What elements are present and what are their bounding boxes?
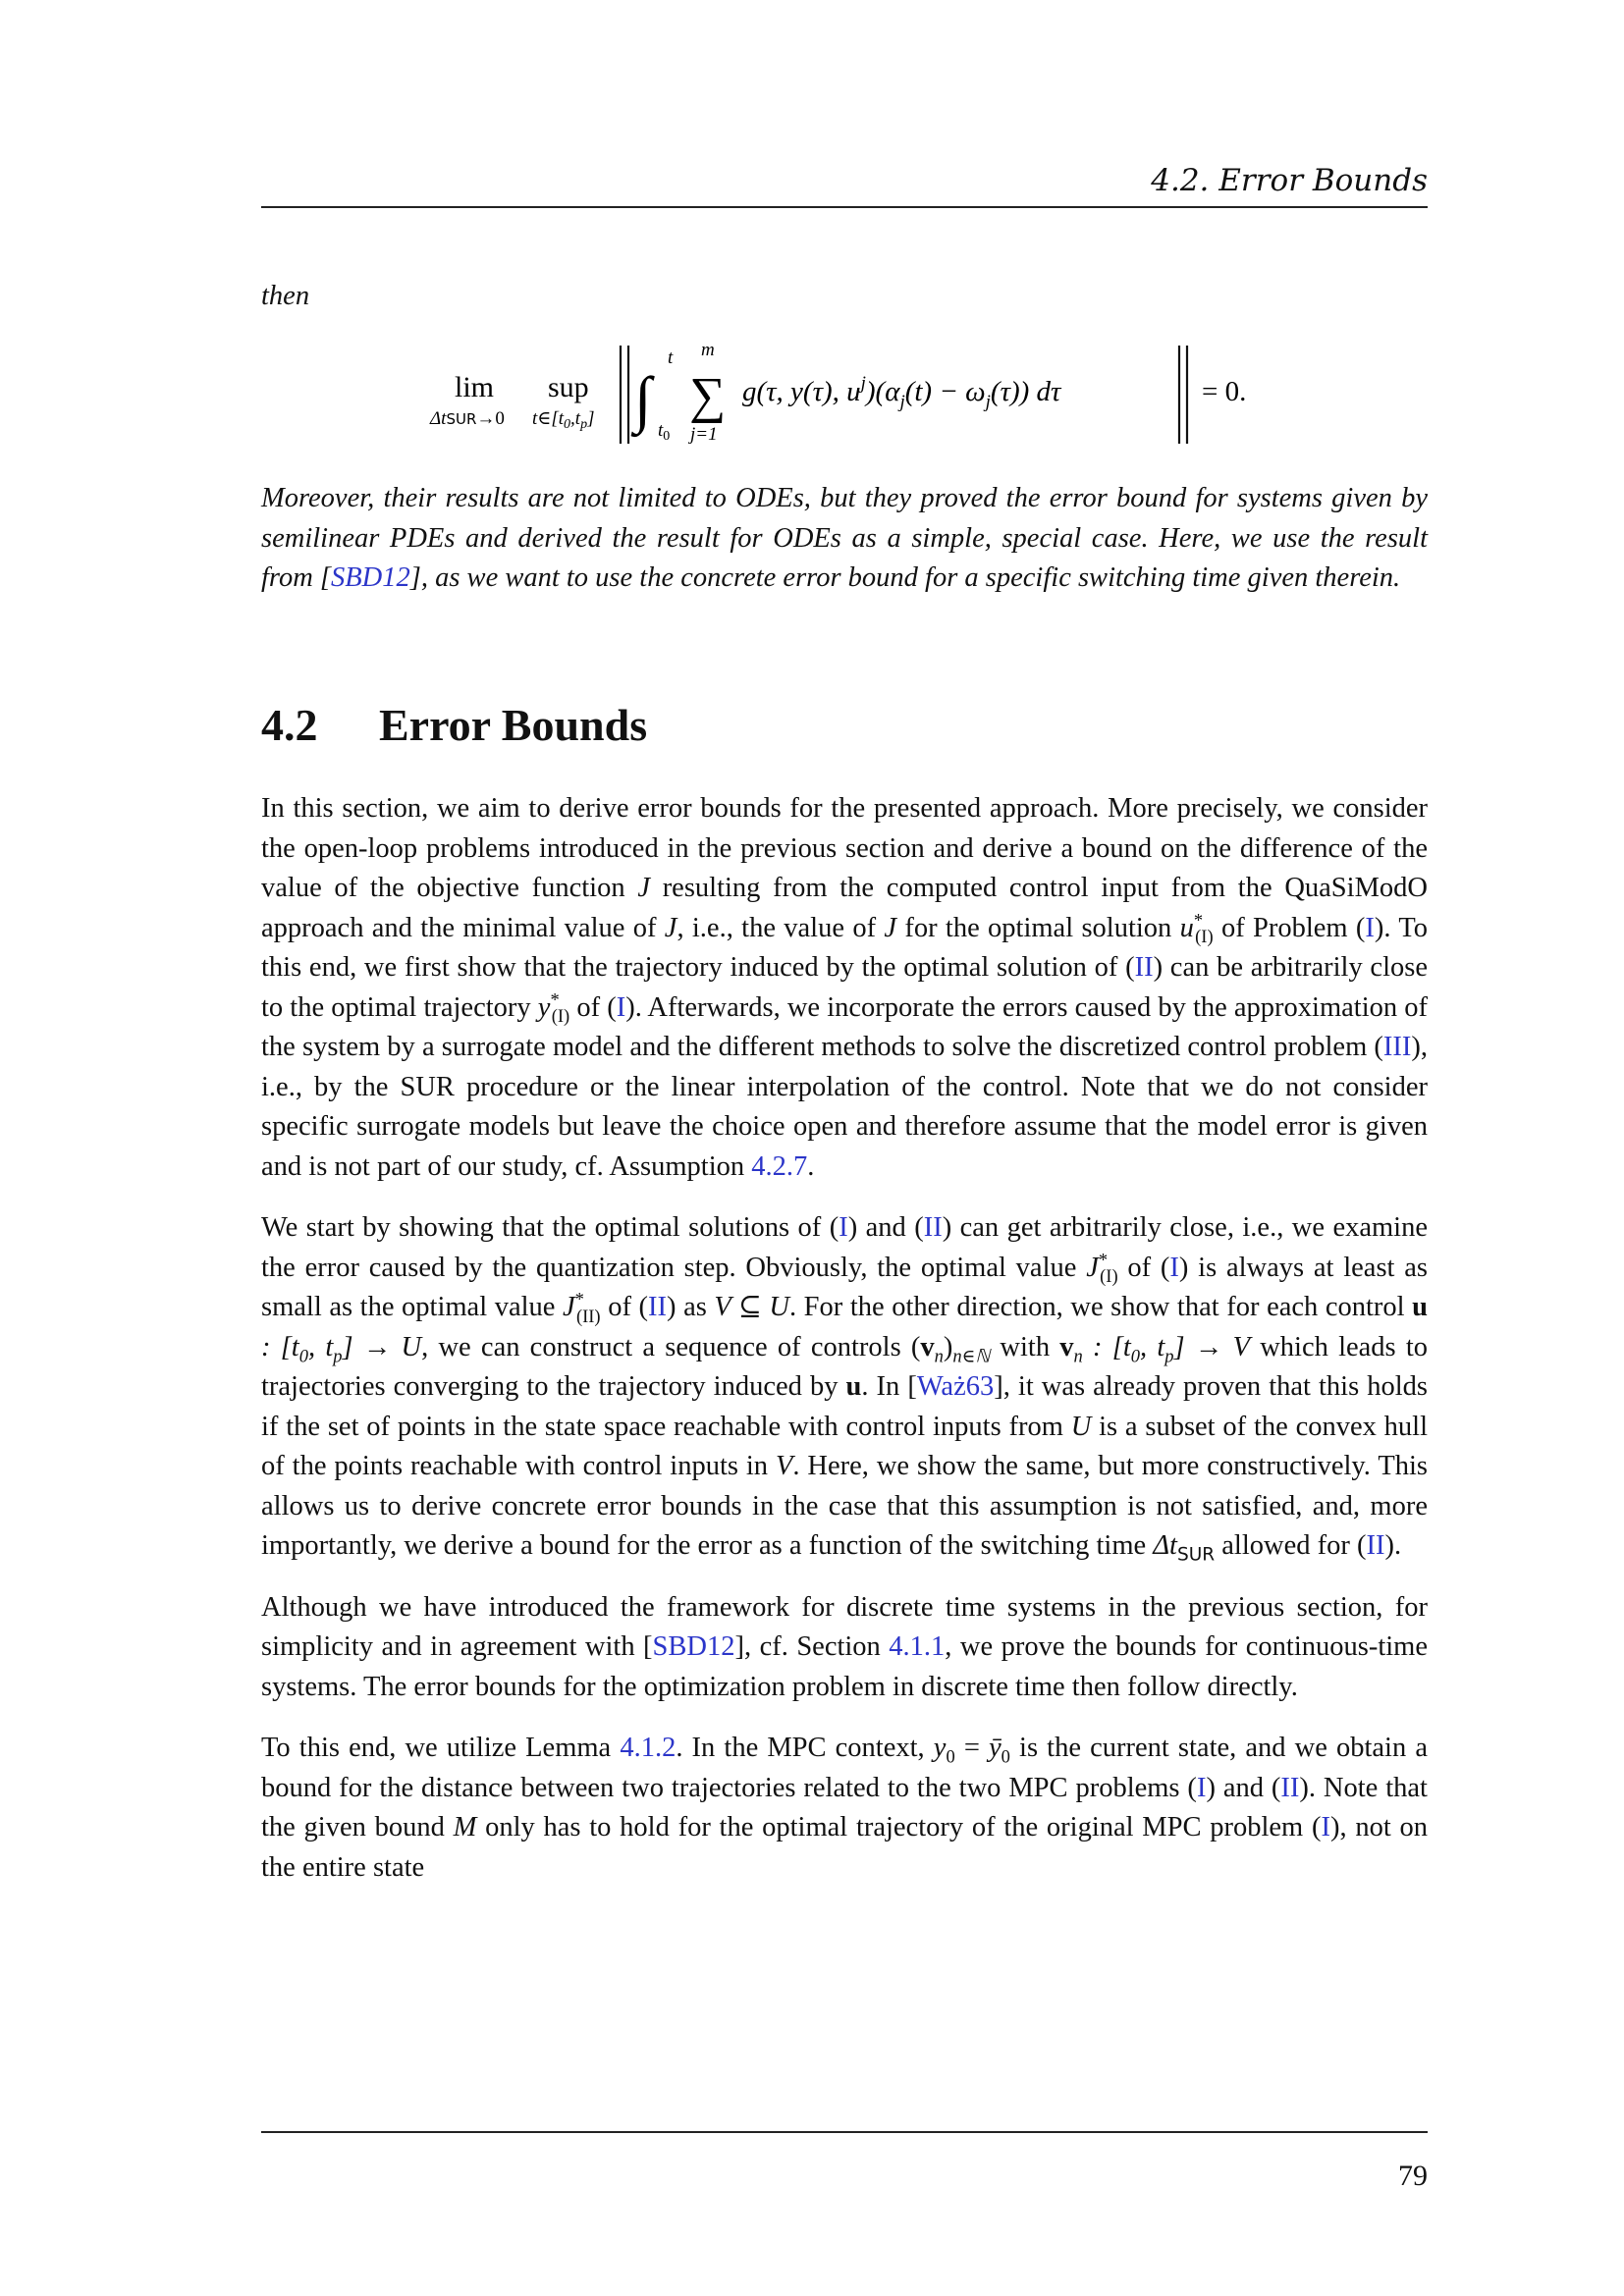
ref-lemma-412[interactable]: 4.1.2 — [620, 1733, 677, 1763]
intro-line — [261, 277, 1428, 339]
eq-sum-upper: m — [701, 340, 715, 360]
page-number: 79 — [1398, 2160, 1428, 2192]
ref-problem-II[interactable]: II — [923, 1212, 943, 1243]
ref-problem-II[interactable]: II — [1134, 952, 1154, 983]
section-body — [261, 789, 1428, 1909]
ref-problem-II[interactable]: II — [648, 1292, 667, 1322]
running-head: 4.2. Error Bounds — [1151, 163, 1428, 198]
moreover-block — [261, 479, 1428, 620]
ref-problem-II[interactable]: II — [1366, 1530, 1385, 1561]
eq-sum-lower: j=1 — [690, 424, 718, 445]
ref-problem-I[interactable]: I — [1196, 1772, 1207, 1803]
ref-problem-I[interactable]: I — [1321, 1812, 1330, 1842]
section-title: Error Bounds — [379, 700, 648, 750]
ref-problem-I[interactable]: I — [1169, 1252, 1179, 1283]
footer-rule — [261, 2131, 1428, 2133]
cite-waz63[interactable]: Waż63 — [916, 1371, 995, 1402]
ref-section-411[interactable]: 4.1.1 — [889, 1631, 946, 1662]
eq-sup: sup — [548, 371, 589, 403]
ref-assumption-427[interactable]: 4.2.7 — [751, 1150, 808, 1182]
moreover-paragraph: Moreover, their results are not limited to ODEs, but they proved the error bound for systems given by semilinear PDEs and derived the result for ODEs as a simple, special case. Here, we use the result from [SBD12], as we want to use the concrete error bound for a specific switching time given therein. — [261, 483, 1428, 593]
ref-problem-II[interactable]: II — [1280, 1772, 1300, 1803]
eq-rhs: = 0. — [1202, 376, 1247, 407]
cite-sbd12[interactable]: SBD12 — [652, 1631, 735, 1662]
ref-problem-I[interactable]: I — [616, 991, 626, 1023]
ref-problem-I[interactable]: I — [839, 1212, 848, 1243]
section-heading — [261, 699, 647, 751]
eq-sup-sub: $t\in[t_0,t_p]$ — [532, 408, 595, 432]
ref-problem-III[interactable]: III — [1382, 1032, 1412, 1062]
equation-svg — [261, 338, 1428, 455]
display-equation — [261, 338, 1428, 455]
paragraph-4: To this end, we utilize Lemma 4.1.2. In the MPC context, $y_0$ = $ȳ_0$ is the current state, and we obtain a bound for the distance between two trajectories related to the two MPC problems (I) and (II). Note that the given bound M only has to hold for the optimal trajectory of the original MPC problem (I), not on the entire state — [261, 1733, 1428, 1883]
eq-sum-sign: ∑ — [689, 368, 727, 424]
paragraph-3: Although we have introduced the framework for discrete time systems in the previous section, for simplicity and in agreement with [SBD12], cf. Section 4.1.1, we prove the bounds for continuous-time systems. The error bounds for the optimization problem in discrete time then follow directly. — [261, 1591, 1428, 1702]
eq-lim: lim — [455, 371, 495, 403]
paragraph-1: In this section, we aim to derive error bounds for the presented approach. More precisely, we consider the open-loop problems introduced in the previous section and derive a bound on the difference of the value of the objective function J resulting from the computed control input from the QuaSiModO approach and the minimal value of J, i.e., the value of J for the optimal solution $u^*_{(I)}$ of Problem (I). To this end, we first show that the trajectory induced by the optimal solution of (II) can be arbitrarily close to the optimal trajectory $y^*_{(I)}$ of (I). Afterwards, we incorporate the errors caused by the approximation of the system by a surrogate model and the different methods to solve the discretized control problem (III), i.e., by the SUR procedure or the linear interpolation of the control. Note that we do not consider specific surrogate models but leave the choice open and therefore assume that the model error is given and is not part of our study, cf. Assumption 4.2.7. — [261, 793, 1429, 1182]
paragraph-2: We start by showing that the optimal solutions of (I) and (II) can get arbitrarily close, i.e., we examine the error caused by the quantization step. Obviously, the optimal value $J^*_{(I)}$ of (I) is always at least as small as the optimal value $J^*_{(II)}$ of (II) as V ⊆ U. For the other direction, we show that for each control u : [$t_0$, $t_p] \to U$, we can construct a sequence of controls $(v_n)_{n\in ℕ}$ with $v_n$ : [$t_0$, $t_p] \to V$ which leads to trajectories converging to the trajectory induced by u. In [Waż63], it was already proven that this holds if the set of points in the state space reachable with control inputs from U is a subset of the convex hull of the points reachable with control inputs in V. Here, we show the same, but more constructively. This allows us to derive concrete error bounds in the case that this assumption is not satisfied, and, more importantly, we derive a bound for the error as a function of the switching time $\Delta t_{SUR}$ allowed for (II). — [261, 1212, 1429, 1566]
intro-word: then — [261, 281, 310, 311]
cite-sbd12[interactable]: SBD12 — [331, 562, 410, 593]
section-number: 4.2 — [261, 700, 318, 750]
eq-int-lower: $t_0$ — [658, 420, 671, 444]
header-rule — [261, 206, 1428, 208]
eq-integral-sign: ∫ — [634, 364, 652, 434]
eq-int-upper: t — [668, 347, 674, 368]
ref-problem-I[interactable]: I — [1365, 912, 1375, 943]
eq-body: g(τ, y(τ), $u^j)(\alpha_j(t) - \omega_j(\tau))$ dτ — [742, 373, 1061, 412]
eq-lim-sub: ΔtSUR→0 — [430, 408, 505, 429]
